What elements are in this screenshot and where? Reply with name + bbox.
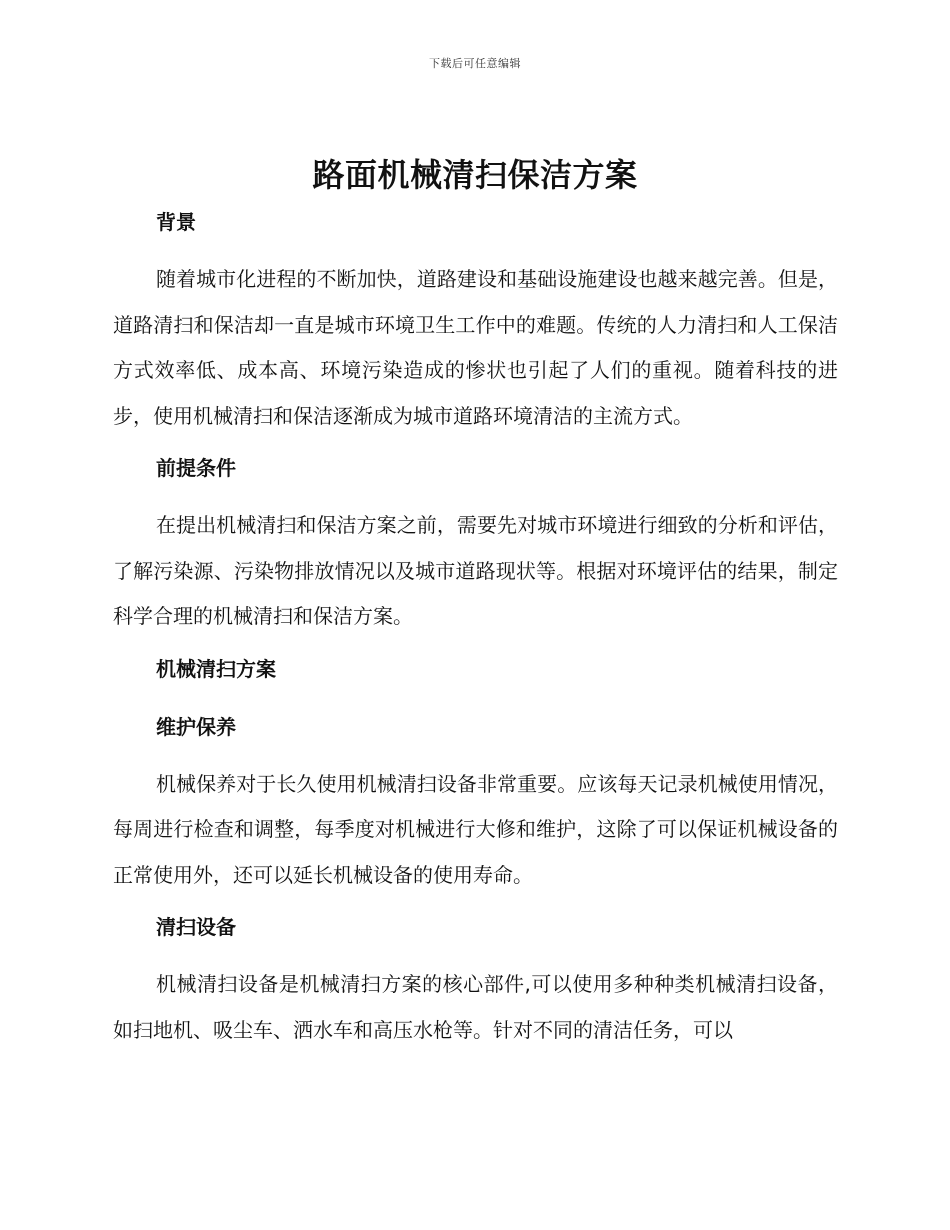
paragraph-background: 随着城市化进程的不断加快，道路建设和基础设施建设也越来越完善。但是，道路清扫和保洁却一直是城市环境卫生工作中的难题。传统的人力清扫和人工保洁方式效率低、成本高、环境污染造成的惨状也引起了人们的重视。随着科技的进步，使用机械清扫和保洁逐渐成为城市道路环境清洁的主流方式。 — [113, 267, 838, 428]
document-title: 路面机械清扫保洁方案 — [312, 156, 638, 194]
paragraph-preconditions: 在提出机械清扫和保洁方案之前，需要先对城市环境进行细致的分析和评估，了解污染源、污染物排放情况以及城市道路现状等。根据对环境评估的结果，制定科学合理的机械清扫和保洁方案。 — [113, 513, 838, 628]
paragraph-maintenance: 机械保养对于长久使用机械清扫设备非常重要。应该每天记录机械使用情况，每周进行检查和调整，每季度对机械进行大修和维护，这除了可以保证机械设备的正常使用外，还可以延长机械设备的使用寿命。 — [113, 771, 838, 887]
document-body — [113, 204, 838, 1053]
section-heading-maintenance: 维护保养 — [156, 714, 236, 739]
section-heading-mechanical-plan: 机械清扫方案 — [156, 656, 276, 681]
section-heading-background: 背景 — [156, 210, 196, 234]
header-note: 下载后可任意编辑 — [429, 57, 521, 70]
paragraph-equipment: 机械清扫设备是机械清扫方案的核心部件,可以使用多种种类机械清扫设备，如扫地机、吸尘车、洒水车和高压水枪等。针对不同的清洁任务，可以 — [113, 972, 838, 1042]
section-heading-equipment: 清扫设备 — [156, 915, 236, 939]
section-heading-preconditions: 前提条件 — [156, 456, 236, 480]
